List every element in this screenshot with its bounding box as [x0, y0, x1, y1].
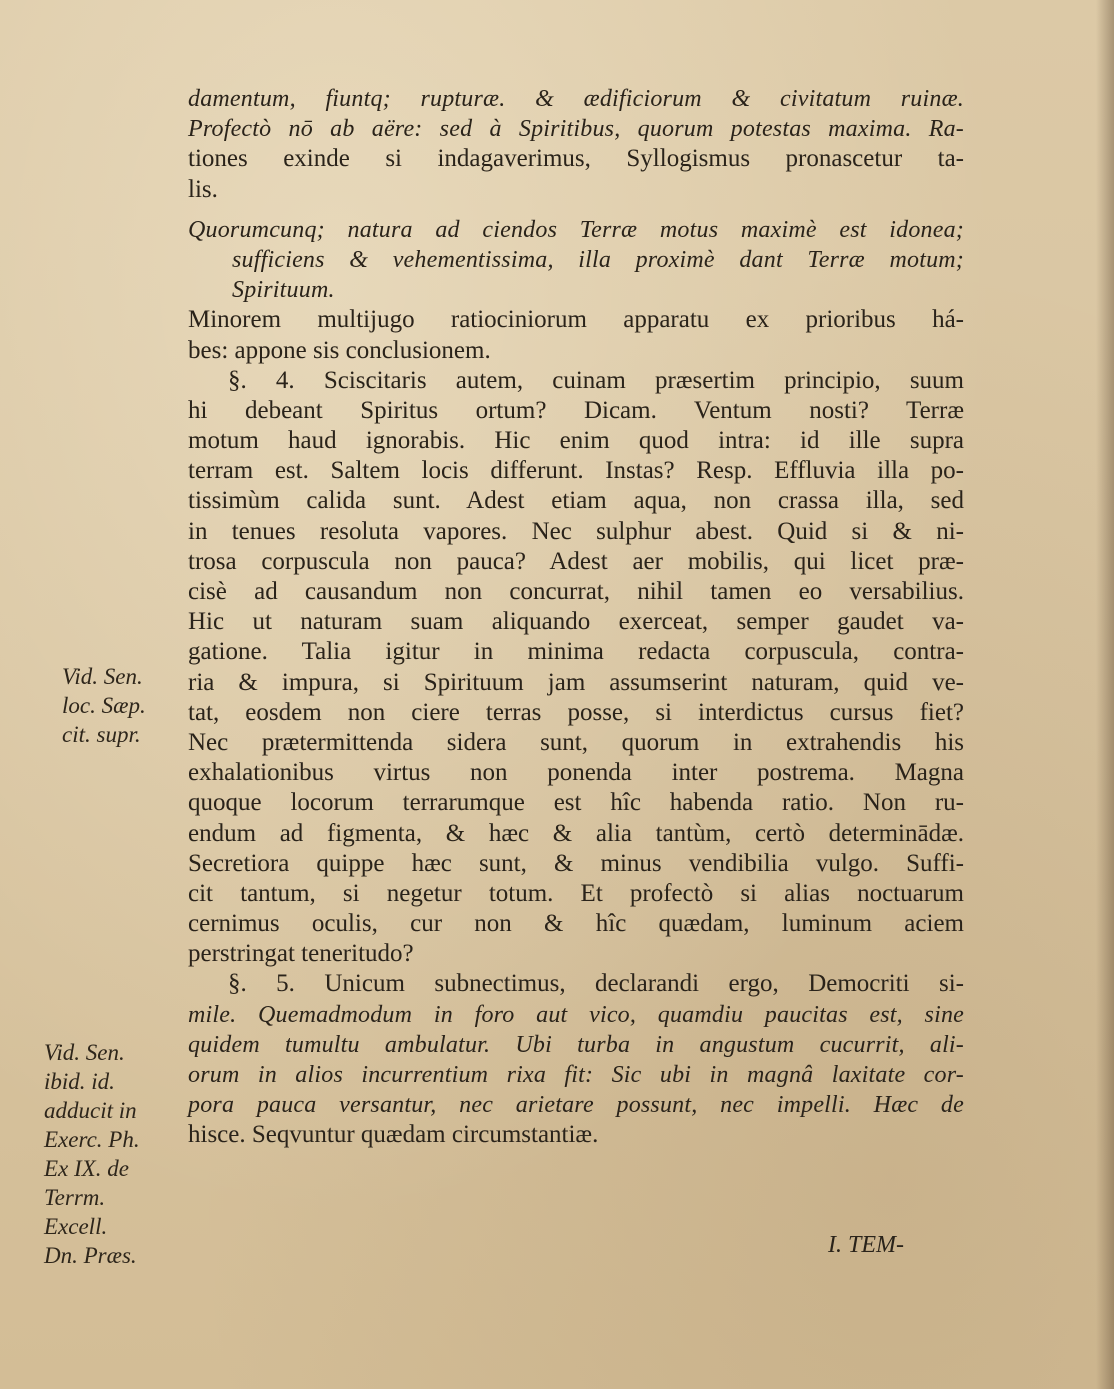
text-line: Hic ut naturam suam aliquando exerceat, semper gaudet va-	[188, 608, 964, 636]
quote-line: quidem tumultu ambulatur. Ubi turba in angustum cucurrit, ali-	[188, 1031, 964, 1058]
section-5-start: §. 5. Unicum subnectimus, declarandi ergo, Democriti si-	[228, 970, 964, 998]
quote-line: mile. Quemadmodum in foro aut vico, quamdiu paucitas est, sine	[188, 1001, 964, 1028]
margin-note-line: Dn. Præs.	[44, 1243, 137, 1268]
text-line: tat, eosdem non ciere terras posse, si interdictus cursus fiet?	[188, 698, 964, 726]
margin-note-line: Vid. Sen.	[44, 1040, 125, 1065]
text-line: perstringat teneritudo?	[188, 940, 414, 968]
catchword: I. TEM-	[828, 1232, 904, 1258]
text-line: motum haud ignorabis. Hic enim quod intra: id ille supra	[188, 427, 964, 455]
margin-note-line: cit. supr.	[62, 722, 141, 747]
margin-note-line: Vid. Sen.	[62, 664, 143, 689]
text-line: cit tantum, si negetur totum. Et profectò si alias noctuarum	[188, 879, 964, 907]
text-line: lis.	[188, 175, 218, 203]
text-line: gatione. Talia igitur in minima redacta corpuscula, contra-	[188, 638, 964, 666]
text-line: damentum, fiuntq; rupturæ. & ædificiorum & civitatum ruinæ.	[188, 86, 964, 112]
text-line: bes: appone sis conclusionem.	[188, 336, 491, 364]
margin-note-2	[44, 1038, 140, 1270]
spacer	[188, 205, 964, 215]
text-line: terram est. Saltem locis differunt. Instas? Resp. Effluvia illa po-	[188, 457, 964, 485]
margin-note-1	[62, 662, 146, 749]
text-line: Secretiora quippe hæc sunt, & minus vendibilia vulgo. Suffi-	[188, 849, 964, 877]
quote-line: pora pauca versantur, nec arietare possunt, nec impelli. Hæc de	[188, 1092, 964, 1119]
text-line: endum ad figmenta, & hæc & alia tantùm, certò determinādæ.	[188, 819, 964, 847]
quote-line: orum in alios incurrentium rixa fit: Sic ubi in magnâ laxitate cor-	[188, 1062, 964, 1088]
text-line: trosa corpuscula non pauca? Adest aer mobilis, qui licet præ-	[188, 547, 964, 575]
text-line: cisè ad causandum non concurrat, nihil tamen eo versabilius.	[188, 578, 964, 605]
text-line: in tenues resoluta vapores. Nec sulphur abest. Quid si & ni-	[188, 517, 964, 545]
text-line: ria & impura, si Spirituum jam assumserint naturam, quid ve-	[188, 668, 964, 696]
text-line: cernimus oculis, cur non & hîc quædam, luminum aciem	[188, 910, 964, 938]
page-edge-shadow	[1096, 0, 1114, 1389]
text-line: Nec prætermittenda sidera sunt, quorum in extrahendis his	[188, 728, 964, 756]
main-text-block	[188, 84, 964, 1151]
text-line: Minorem multijugo ratiociniorum apparatu ex prioribus há-	[188, 306, 964, 334]
margin-note-line: adducit in	[44, 1098, 137, 1123]
margin-note-line: Exerc. Ph.	[44, 1127, 140, 1152]
margin-note-line: Excell.	[44, 1214, 108, 1239]
margin-note-line: Ex IX. de	[44, 1156, 129, 1181]
margin-note-line: ibid. id.	[44, 1069, 115, 1094]
text-line: tissimùm calida sunt. Adest etiam aqua, non crassa illa, sed	[188, 487, 964, 515]
text-line: quoque locorum terrarumque est hîc habenda ratio. Non ru-	[188, 789, 964, 817]
section-4-start: §. 4. Sciscitaris autem, cuinam præsertim principio, suum	[228, 366, 964, 394]
text-line: tiones exinde si indagaverimus, Syllogismus pronascetur ta-	[188, 145, 964, 173]
text-line: hi debeant Spiritus ortum? Dicam. Ventum nosti? Terræ	[188, 396, 964, 424]
margin-note-line: loc. Sæp.	[62, 693, 146, 718]
syllogism-line: Spirituum.	[232, 277, 335, 304]
syllogism-line: Quorumcunq; natura ad ciendos Terræ motus maximè est idonea;	[188, 216, 964, 243]
syllogism-line: sufficiens & vehementissima, illa proximè dant Terræ motum;	[232, 246, 964, 273]
text-line: Profectò nō ab aëre: sed à Spiritibus, quorum potestas maxima. Ra-	[188, 116, 964, 143]
text-line: hisce. Seqvuntur quædam circumstantiæ.	[188, 1121, 599, 1149]
text-line: exhalationibus virtus non ponenda inter postrema. Magna	[188, 759, 964, 787]
margin-note-line: Terrm.	[44, 1185, 106, 1210]
